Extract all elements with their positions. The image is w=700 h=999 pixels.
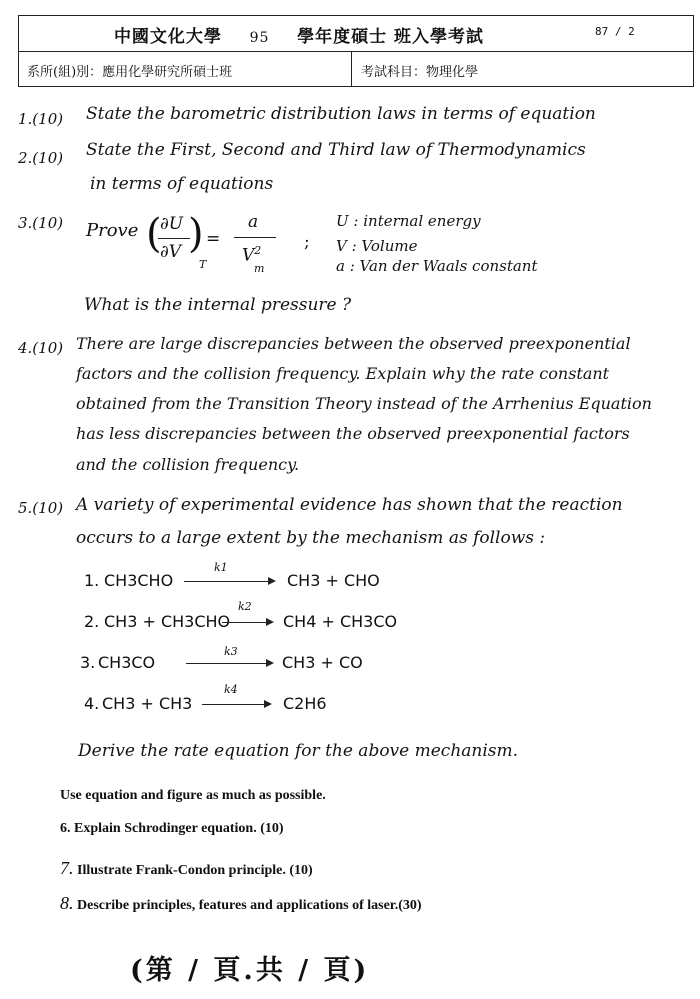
exam-title [19, 22, 579, 47]
department-label: 系所(組)別：應用化學研究所碩士班 [27, 65, 233, 80]
q3-question: What is the internal pressure ? [84, 295, 352, 315]
q2-number: 2.(10) [18, 149, 64, 167]
step-1-number: 1. [84, 571, 100, 590]
def-internal-energy: U : internal energy [336, 212, 481, 230]
school-name: 中國文化大學 [113, 27, 222, 47]
exam-code: 87 / 2 [595, 25, 635, 38]
step-4-reactants: CH3 + CH3 [102, 694, 193, 713]
exam-name: 學年度碩士 班入學考試 [297, 27, 485, 47]
def-volume: V : Volume [336, 237, 418, 255]
q4-line1: There are large discrepancies between the observed preexponential [76, 334, 631, 353]
step-2-arrow [222, 622, 266, 623]
q6-text: Explain Schrodinger equation. (10) [74, 821, 284, 836]
academic-year: 95 [249, 30, 270, 46]
q4-number: 4.(10) [18, 339, 64, 357]
q1-number: 1.(10) [18, 110, 64, 128]
q2-line1: State the First, Second and Third law of Thermodynamics [86, 140, 586, 160]
instruction-note: Use equation and figure as much as possible. [60, 788, 326, 803]
q4-line3: obtained from the Transition Theory instead of the Arrhenius Equation [76, 394, 652, 413]
q3-number: 3.(10) [18, 214, 64, 232]
rhs-denominator-subscript: m [254, 262, 265, 275]
close-paren: ) [188, 211, 204, 257]
step-3-rate-constant: k3 [224, 645, 238, 658]
step-2-number: 2. [84, 612, 100, 631]
rhs-denominator: $V^2$ [242, 244, 262, 266]
step-3-number: 3. [80, 653, 96, 672]
step-1-rate-constant: k1 [214, 561, 228, 574]
q4-line2: factors and the collision frequency. Explain why the rate constant [76, 364, 610, 383]
exam-header [18, 15, 694, 87]
step-2-reactants: CH3 + CH3CHO [104, 612, 231, 631]
step-1-reactants: CH3CHO [104, 571, 174, 590]
q7-number: 7. [60, 858, 74, 878]
step-3-arrowhead [266, 659, 274, 667]
step-2-rate-constant: k2 [238, 600, 252, 613]
step-4-number: 4. [84, 694, 100, 713]
header-title-row [19, 16, 693, 52]
step-4-arrow [202, 704, 264, 705]
step-4-products: C2H6 [283, 694, 327, 713]
partial-fraction-line [158, 238, 190, 239]
step-4-rate-constant: k4 [224, 683, 238, 696]
rhs-fraction-line [234, 237, 276, 238]
partial-numerator: ∂U [160, 214, 184, 234]
q3-prove: Prove [86, 220, 139, 241]
q7 [60, 858, 313, 879]
header-info-row [19, 52, 693, 86]
q5-line2: occurs to a large extent by the mechanism as follows : [76, 528, 546, 548]
q7-text: Illustrate Frank-Condon principle. (10) [77, 863, 313, 878]
q2-line2: in terms of equations [90, 174, 274, 194]
step-1-products: CH3 + CHO [287, 571, 380, 590]
rhs-numerator: a [248, 212, 259, 232]
q6 [60, 821, 284, 837]
step-3-reactants: CH3CO [98, 653, 156, 672]
open-paren: ( [146, 211, 162, 257]
page-footer: (第 / 頁.共 / 頁) [130, 955, 370, 986]
q4-line5: and the collision frequency. [76, 455, 300, 474]
semicolon: ; [304, 232, 310, 252]
step-1-arrow [184, 581, 268, 582]
header-divider [351, 52, 352, 86]
q8 [60, 893, 422, 914]
q5-line1: A variety of experimental evidence has shown that the reaction [76, 495, 623, 515]
step-4-arrowhead [264, 700, 272, 708]
q6-number: 6. [60, 821, 71, 836]
q8-text: Describe principles, features and applications of laser.(30) [77, 898, 422, 913]
step-3-products: CH3 + CO [282, 653, 363, 672]
step-3-arrow [186, 663, 266, 664]
step-2-products: CH4 + CH3CO [283, 612, 398, 631]
step-2-arrowhead [266, 618, 274, 626]
q5-number: 5.(10) [18, 499, 64, 517]
q5-derive: Derive the rate equation for the above mechanism. [78, 741, 519, 761]
q1-text: State the barometric distribution laws in terms of equation [86, 104, 596, 124]
q8-number: 8. [60, 893, 74, 913]
q4-line4: has less discrepancies between the observed preexponential factors [76, 424, 630, 443]
partial-denominator: ∂V [160, 242, 182, 262]
def-van-der-waals: a : Van der Waals constant [336, 257, 538, 275]
equals-sign: = [206, 229, 221, 249]
step-1-arrowhead [268, 577, 276, 585]
subject-label: 考試科目：物理化學 [361, 65, 479, 80]
partial-subscript: T [199, 258, 207, 271]
